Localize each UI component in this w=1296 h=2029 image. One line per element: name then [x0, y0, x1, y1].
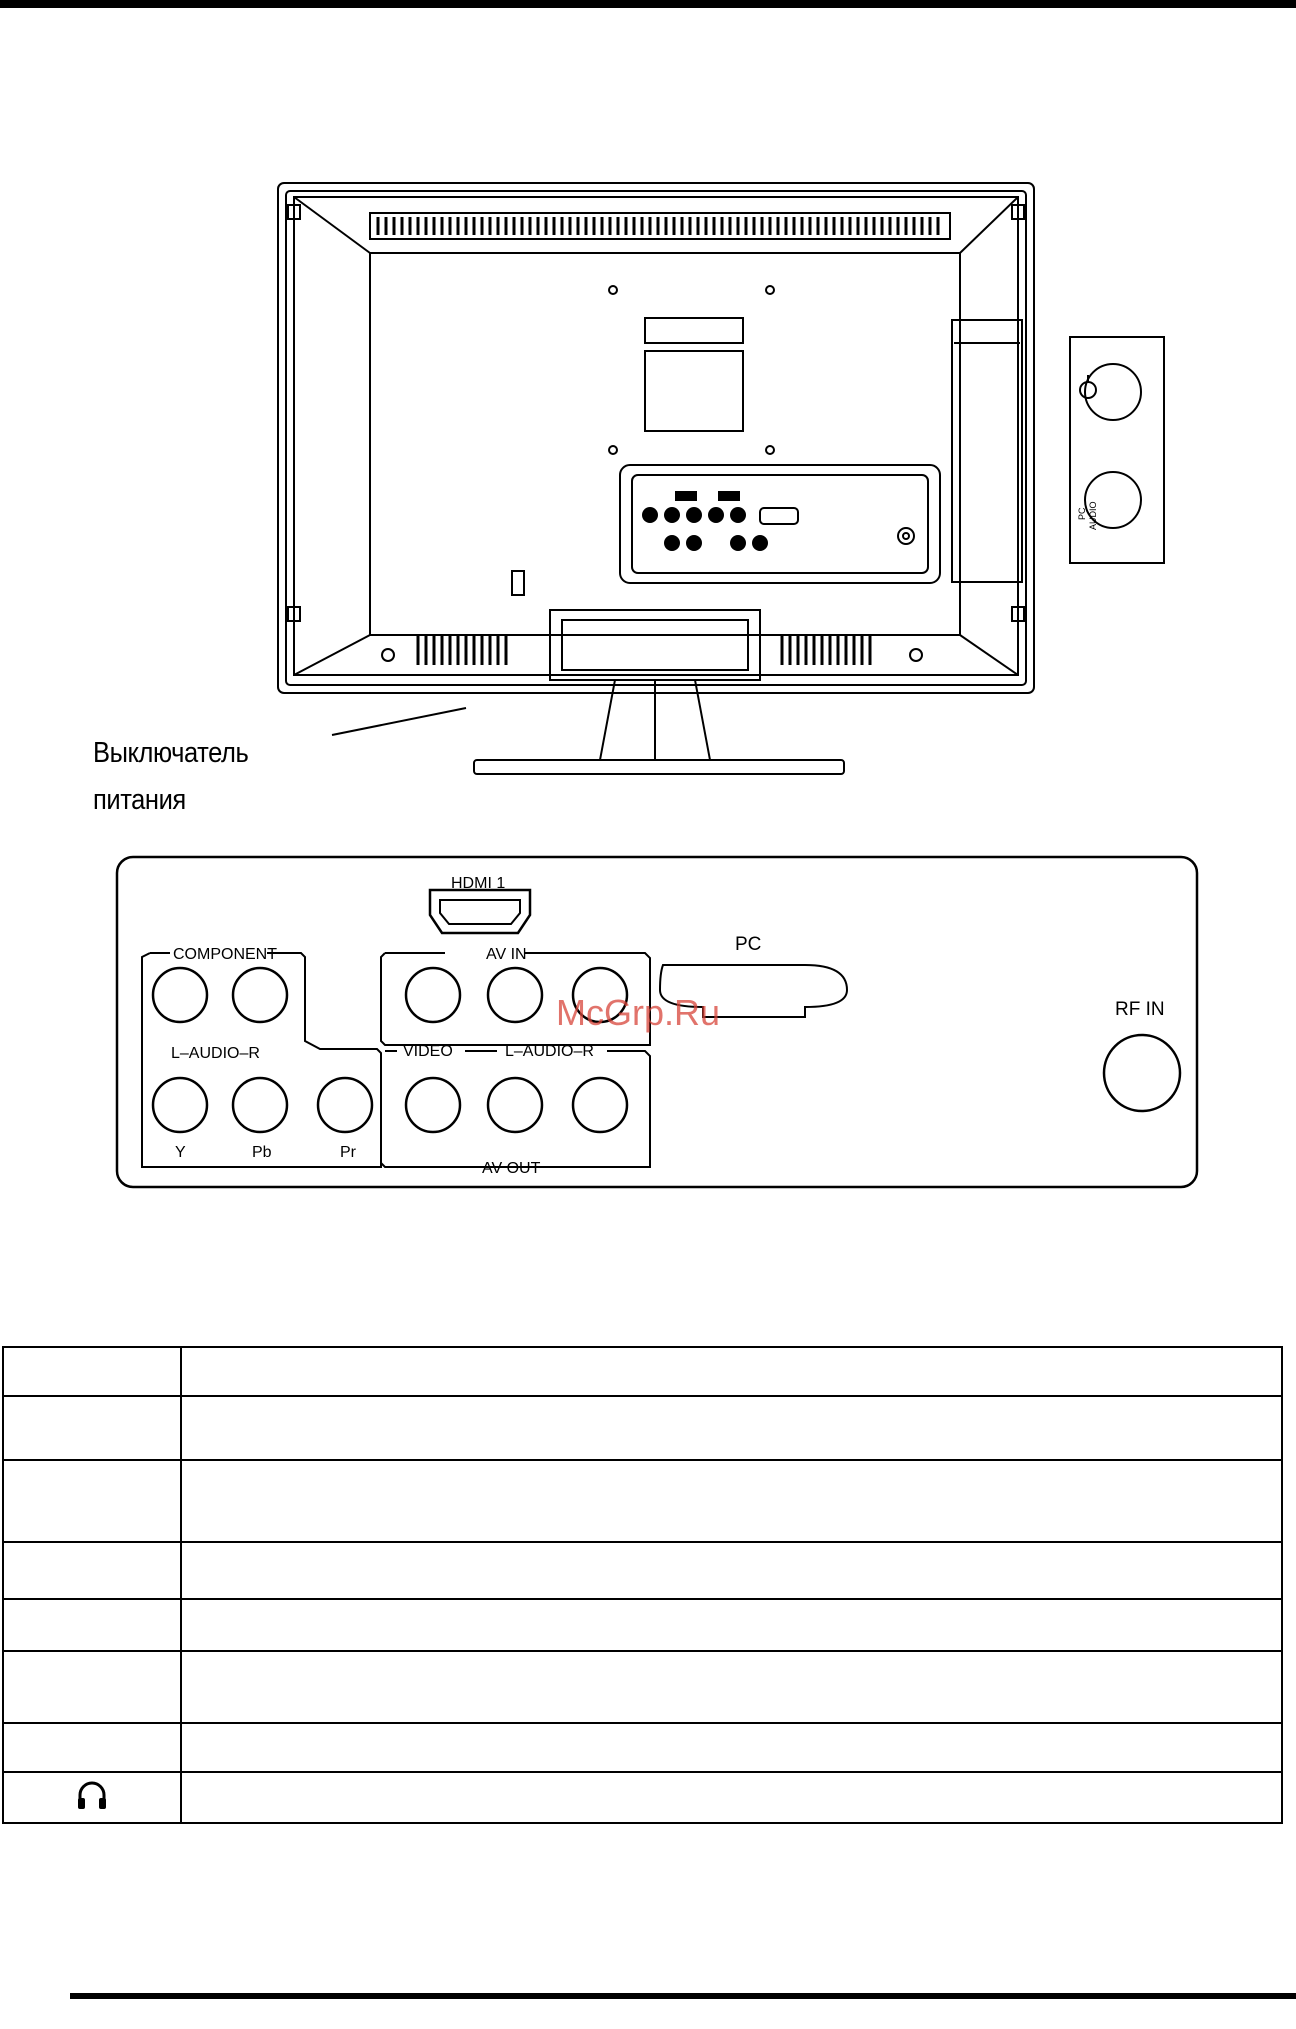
- headphone-icon: [75, 1778, 109, 1812]
- table-row: [3, 1599, 1282, 1651]
- tv-back-diagram: [270, 175, 1050, 785]
- av-audio-label: L–AUDIO–R: [505, 1043, 594, 1060]
- table-row: [3, 1347, 1282, 1396]
- table-cell-label: [3, 1651, 181, 1723]
- table-cell-text: [181, 1772, 1282, 1823]
- top-rule: [0, 0, 1296, 8]
- table-row: [3, 1542, 1282, 1599]
- table-cell-label: [3, 1347, 181, 1396]
- table-row: [3, 1723, 1282, 1772]
- hdmi-label: HDMI 1: [451, 875, 506, 892]
- component-label: COMPONENT: [173, 946, 277, 963]
- table-cell-text: [181, 1723, 1282, 1772]
- table-row: [3, 1396, 1282, 1460]
- table-cell-label: [3, 1599, 181, 1651]
- power-switch-label-line1: Выключатель: [93, 737, 249, 769]
- side-panel-diagram: [1068, 335, 1166, 565]
- table-cell-label: [3, 1460, 181, 1542]
- table-row: [3, 1772, 1282, 1823]
- table-cell-label: [3, 1723, 181, 1772]
- av-out-label: AV OUT: [482, 1160, 541, 1177]
- connector-table: [2, 1346, 1283, 1824]
- table-cell-text: [181, 1599, 1282, 1651]
- table-cell-text: [181, 1542, 1282, 1599]
- table-cell-text: [181, 1651, 1282, 1723]
- table-cell-text: [181, 1396, 1282, 1460]
- table-cell-text: [181, 1460, 1282, 1542]
- headphone-jack: [1085, 364, 1141, 420]
- video-label: VIDEO: [403, 1043, 453, 1060]
- pc-audio-label-line1: PC: [1077, 507, 1087, 520]
- bottom-rule: [70, 1993, 1296, 1999]
- table-row: [3, 1651, 1282, 1723]
- pr-label: Pr: [340, 1144, 356, 1161]
- av-in-label: AV IN: [486, 946, 527, 963]
- pc-label: PC: [735, 934, 762, 955]
- component-audio-label: L–AUDIO–R: [171, 1045, 260, 1062]
- power-switch-label: [93, 730, 248, 824]
- pc-audio-label-line2: AUDIO: [1088, 501, 1098, 530]
- table-row: [3, 1460, 1282, 1542]
- y-label: Y: [175, 1144, 186, 1161]
- table-cell-text: [181, 1347, 1282, 1396]
- table-cell-icon: [3, 1772, 181, 1823]
- pb-label: Pb: [252, 1144, 272, 1161]
- table-cell-label: [3, 1542, 181, 1599]
- rf-in-label: RF IN: [1115, 999, 1165, 1020]
- power-switch-label-line2: питания: [93, 784, 186, 816]
- rf-in-jack: [1104, 1035, 1180, 1111]
- watermark: McGrp.Ru: [556, 992, 721, 1033]
- table-cell-label: [3, 1396, 181, 1460]
